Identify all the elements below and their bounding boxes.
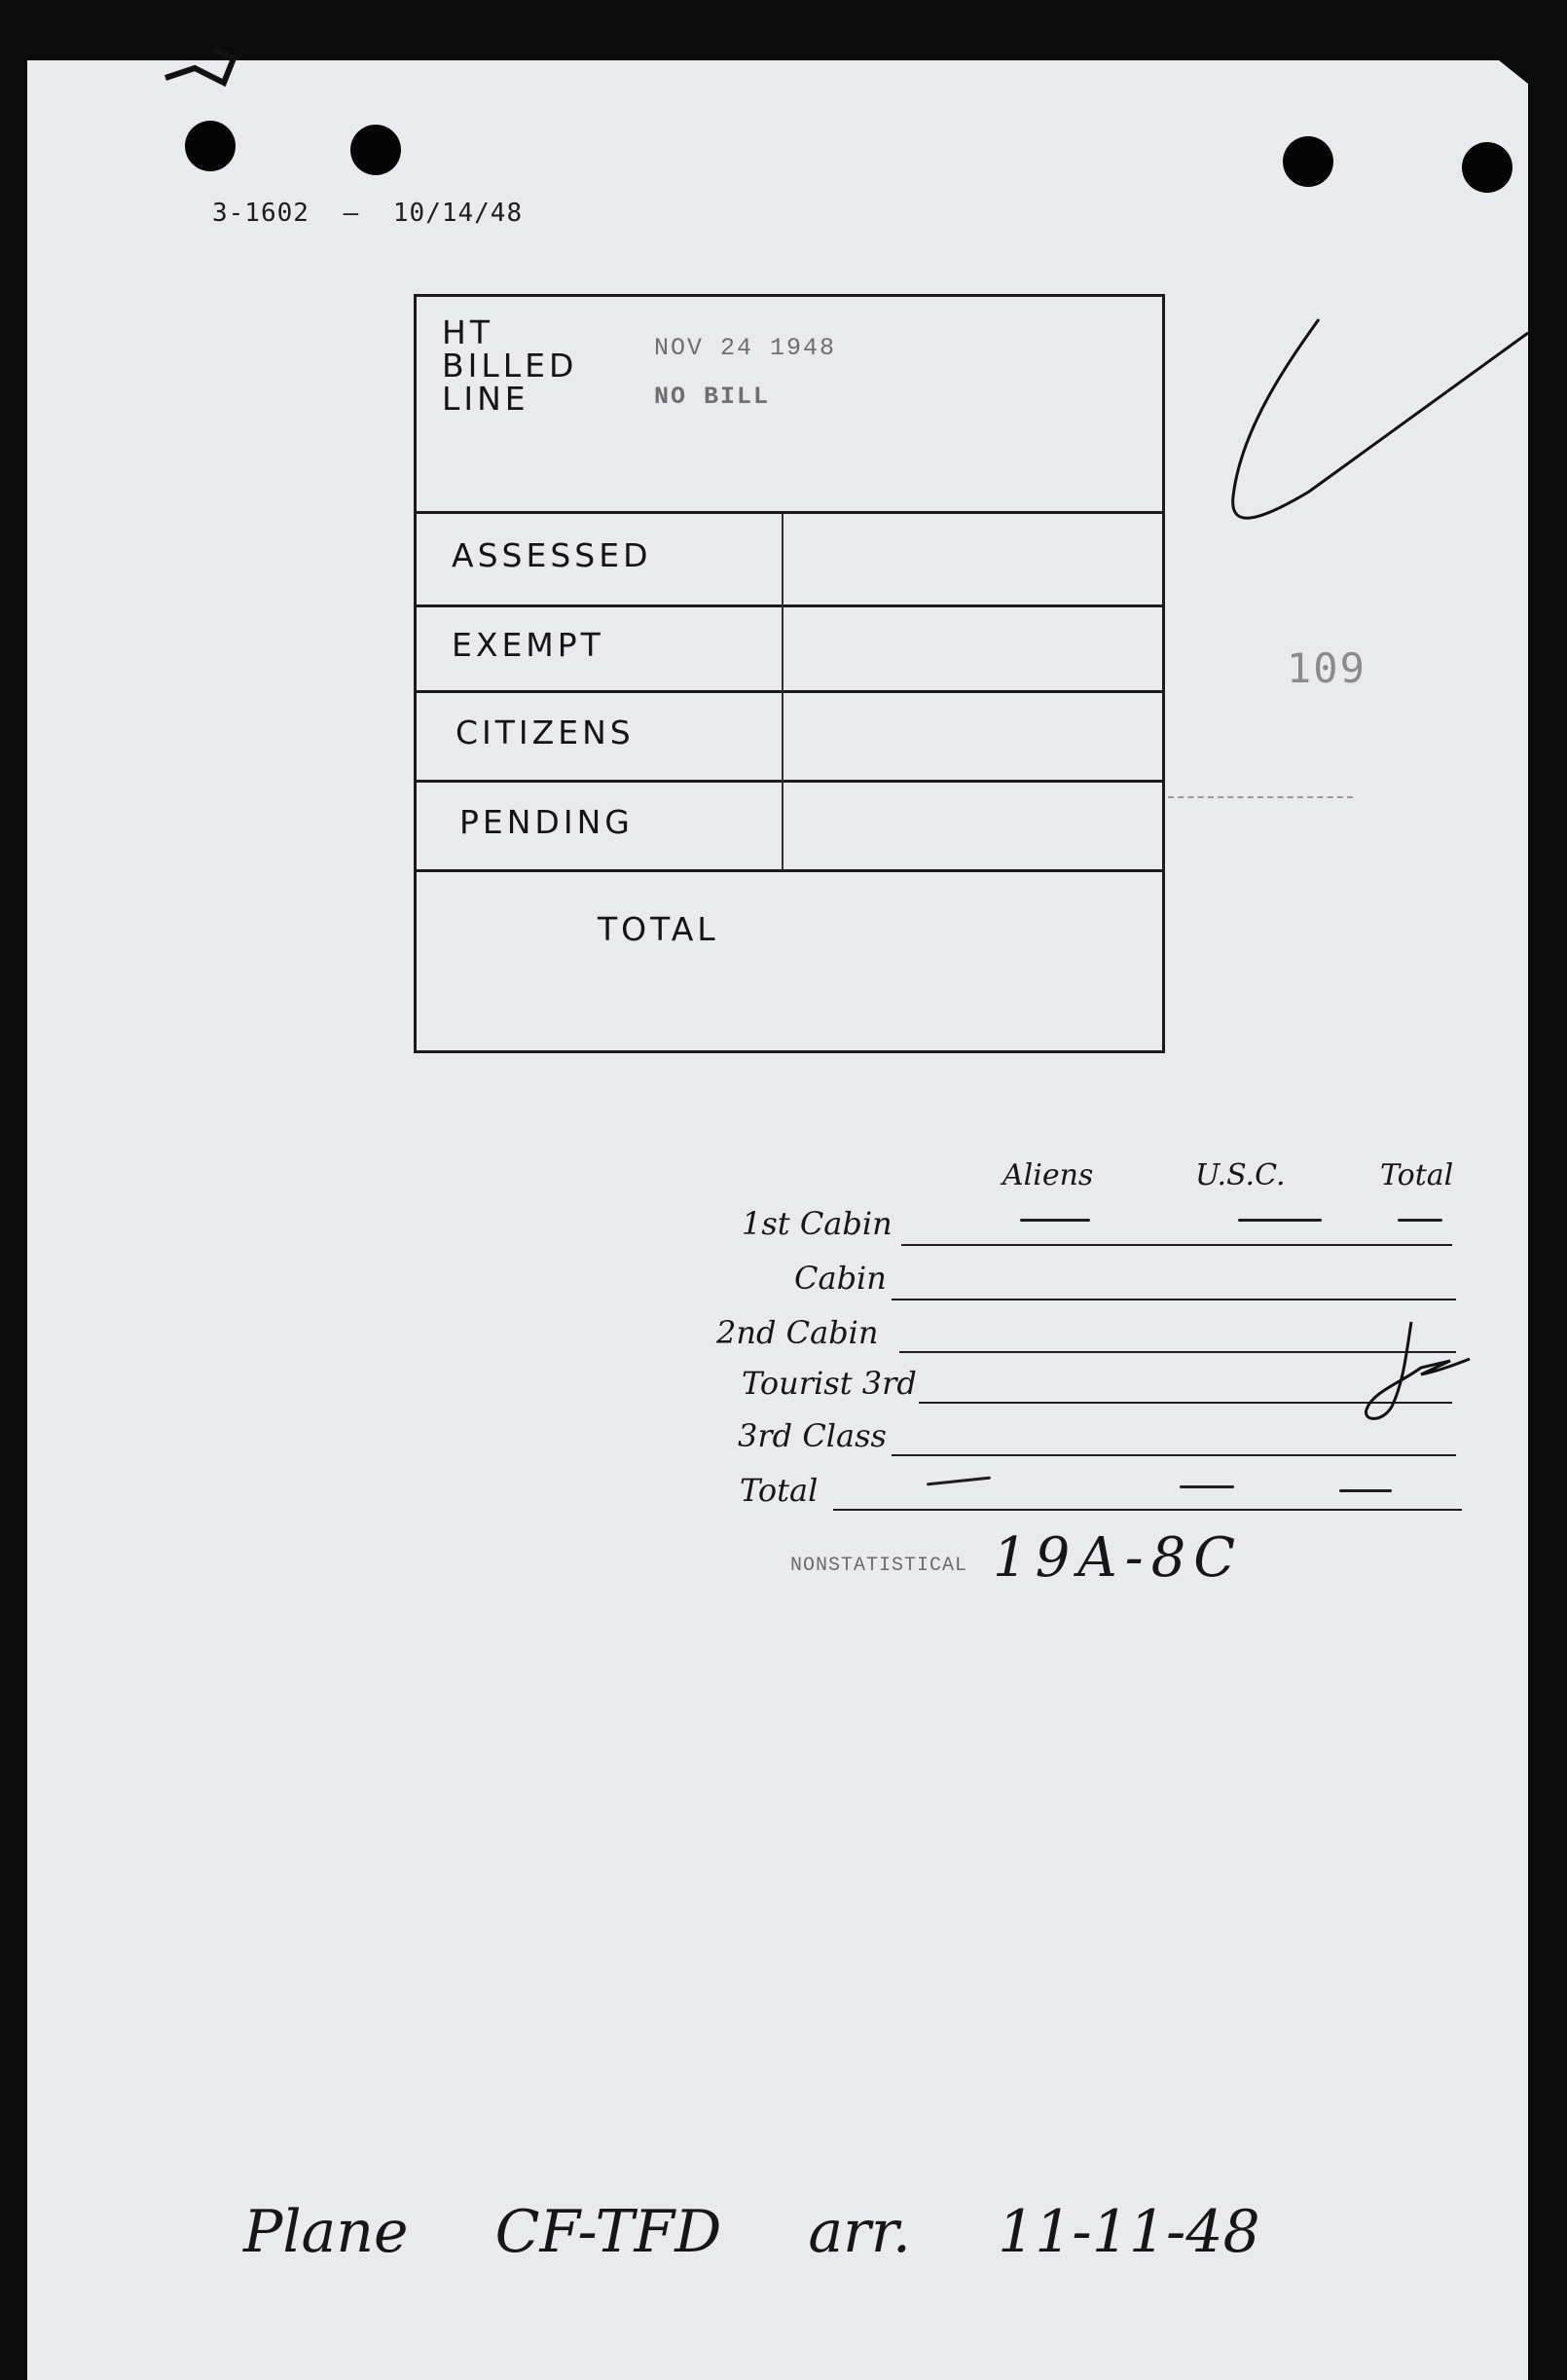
ledger-row-label: Tourist 3rd [742, 1365, 917, 1402]
page-number: 109 [1287, 644, 1367, 692]
footer-date: 11-11-48 [998, 2198, 1260, 2266]
nil-dash [1238, 1219, 1322, 1222]
date-stamp: NOV 24 1948 [654, 334, 837, 362]
row-label-pending: PENDING [459, 803, 634, 841]
nil-dash [1339, 1489, 1392, 1492]
column-header-usc: U.S.C. [1195, 1158, 1286, 1192]
row-label-assessed: ASSESSED [452, 536, 652, 574]
nil-dash [1180, 1485, 1234, 1488]
header-line-billed: BILLED [442, 347, 578, 384]
ledger-row-label: 2nd Cabin [716, 1314, 879, 1351]
column-header-aliens: Aliens [1002, 1158, 1094, 1192]
nil-dash [1020, 1219, 1090, 1222]
row-label-citizens: CITIZENS [456, 714, 635, 751]
nil-dash [927, 1477, 991, 1486]
footer-registration: CF-TFD [494, 2198, 722, 2266]
ledger-row-label: 3rd Class [738, 1417, 887, 1454]
ledger-rule [892, 1454, 1456, 1456]
ledger-row-label: Total [740, 1472, 819, 1509]
ledger-row-label: 1st Cabin [742, 1205, 893, 1242]
ledger-rule [892, 1299, 1456, 1300]
footer-vehicle: Plane [243, 2198, 409, 2266]
form-dash: — [343, 199, 360, 228]
no-bill-stamp: NO BILL [654, 383, 771, 411]
footer-arrival: arr. [808, 2198, 911, 2266]
form-date: 10/14/48 [392, 199, 524, 228]
initials-mark [1353, 1314, 1479, 1431]
row-label-total: TOTAL [598, 910, 719, 948]
form-number: 3-1602 [212, 199, 310, 228]
footer-note [243, 2198, 1329, 2266]
nil-dash [1398, 1219, 1442, 1222]
nonstatistical-stamp: NONSTATISTICAL [790, 1555, 968, 1577]
ledger-row-label: Cabin [794, 1260, 887, 1297]
column-header-total: Total [1380, 1158, 1454, 1192]
handwritten-code: 19A-8C [993, 1526, 1244, 1590]
ledger-rule [833, 1509, 1462, 1511]
header-line-ht: HT [442, 313, 493, 351]
ledger-rule [901, 1244, 1452, 1246]
row-label-exempt: EXEMPT [452, 626, 604, 664]
header-line-line: LINE [442, 380, 529, 418]
